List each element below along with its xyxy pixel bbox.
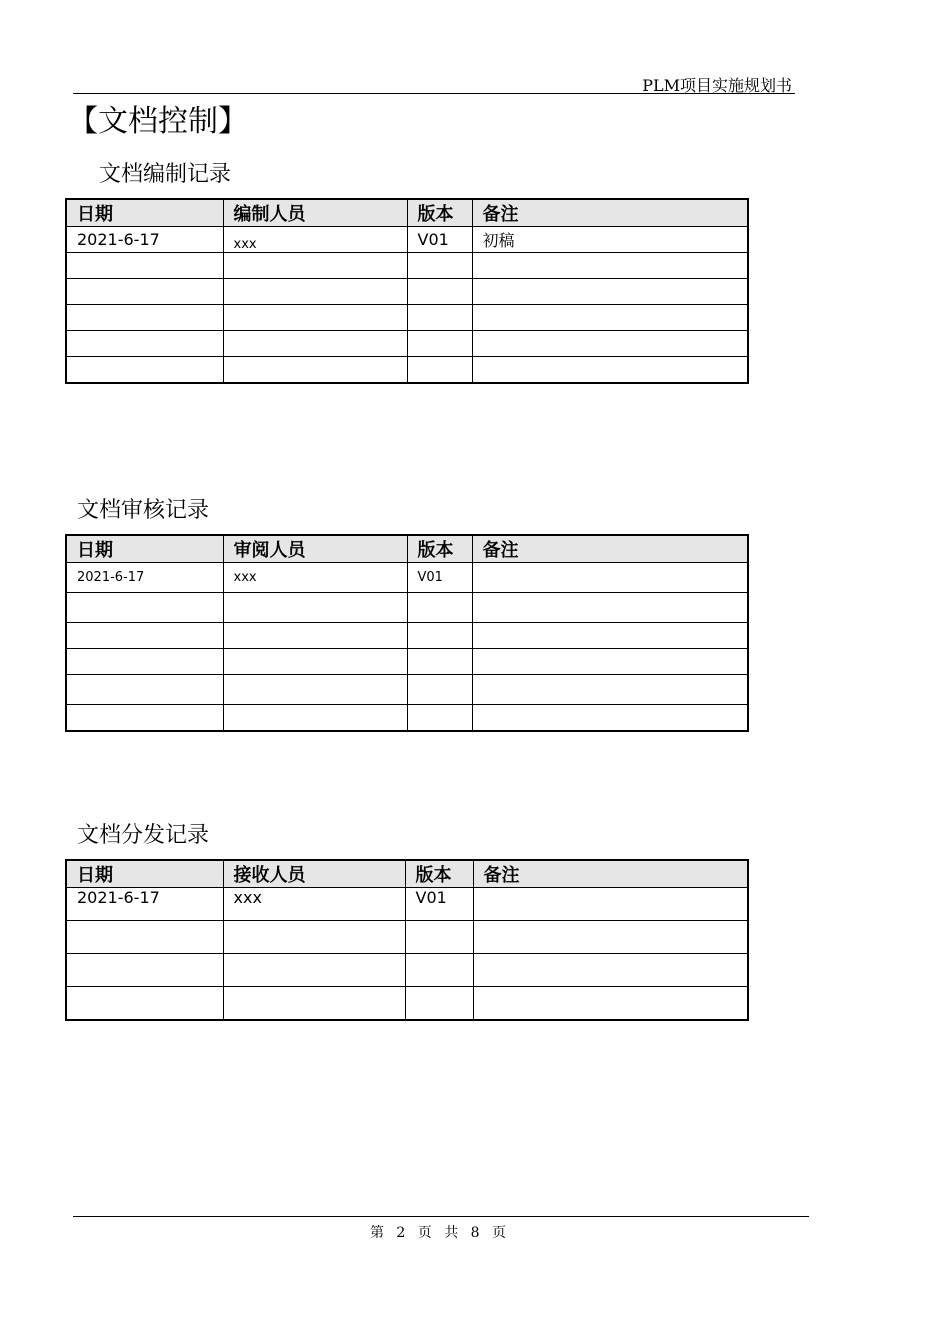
cell-person: xxx (223, 888, 405, 921)
cell-remark (472, 623, 748, 649)
col-header-date: 日期 (66, 535, 223, 563)
cell-remark (472, 675, 748, 705)
cell-date (66, 623, 223, 649)
cell-version (405, 921, 473, 954)
cell-person: xxx (223, 227, 407, 253)
cell-date (66, 593, 223, 623)
col-header-date: 日期 (66, 860, 223, 888)
cell-remark (473, 954, 748, 987)
cell-date (66, 987, 223, 1020)
review-record-table (65, 534, 749, 732)
table-row (66, 563, 748, 593)
cell-remark (472, 563, 748, 593)
table-header-row (66, 535, 748, 563)
cell-date: 2021-6-17 (66, 888, 223, 921)
cell-version (407, 305, 472, 331)
cell-version (405, 987, 473, 1020)
table-row (66, 921, 748, 954)
cell-version (407, 357, 472, 383)
cell-remark (472, 305, 748, 331)
cell-date (66, 331, 223, 357)
col-header-version: 版本 (407, 535, 472, 563)
col-header-remark: 备注 (472, 199, 748, 227)
cell-person (223, 305, 407, 331)
cell-date: 2021-6-17 (66, 227, 223, 253)
cell-person (223, 253, 407, 279)
header-rule (73, 93, 795, 94)
cell-remark (473, 921, 748, 954)
cell-date (66, 675, 223, 705)
cell-version (407, 675, 472, 705)
cell-remark: 初稿 (472, 227, 748, 253)
cell-date (66, 921, 223, 954)
cell-date (66, 253, 223, 279)
cell-person (223, 357, 407, 383)
cell-remark (472, 593, 748, 623)
cell-person: xxx (223, 563, 407, 593)
cell-date (66, 305, 223, 331)
cell-person (223, 705, 407, 731)
cell-remark (472, 357, 748, 383)
cell-remark (473, 987, 748, 1020)
cell-remark (472, 649, 748, 675)
col-header-remark: 备注 (473, 860, 748, 888)
cell-date (66, 649, 223, 675)
cell-remark (472, 253, 748, 279)
col-header-person: 接收人员 (223, 860, 405, 888)
header-title: PLM项目实施规划书 (642, 76, 792, 95)
table-row (66, 357, 748, 383)
cell-date (66, 279, 223, 305)
footer-rule (73, 1216, 809, 1217)
col-header-person: 审阅人员 (223, 535, 407, 563)
table-row (66, 954, 748, 987)
cell-remark (472, 705, 748, 731)
cell-person (223, 279, 407, 305)
table-row (66, 705, 748, 731)
distribute-record-table (65, 859, 749, 1021)
cell-person (223, 954, 405, 987)
cell-person (223, 987, 405, 1020)
table-row (66, 623, 748, 649)
cell-date (66, 357, 223, 383)
section-title-distribute: 文档分发记录 (77, 823, 210, 848)
col-header-version: 版本 (405, 860, 473, 888)
col-header-person: 编制人员 (223, 199, 407, 227)
cell-version: V01 (405, 888, 473, 921)
table-header-row (66, 199, 748, 227)
cell-person (223, 921, 405, 954)
cell-version (407, 623, 472, 649)
cell-version: V01 (407, 227, 472, 253)
table-row (66, 227, 748, 253)
cell-version (407, 253, 472, 279)
col-header-date: 日期 (66, 199, 223, 227)
table-row (66, 253, 748, 279)
cell-version: V01 (407, 563, 472, 593)
cell-version (407, 331, 472, 357)
cell-version (405, 954, 473, 987)
cell-version (407, 705, 472, 731)
cell-person (223, 331, 407, 357)
table-row (66, 305, 748, 331)
col-header-remark: 备注 (472, 535, 748, 563)
cell-version (407, 593, 472, 623)
cell-person (223, 649, 407, 675)
table-row (66, 593, 748, 623)
cell-date (66, 954, 223, 987)
page-title: 【文档控制】 (68, 104, 248, 139)
cell-date: 2021-6-17 (66, 563, 223, 593)
section-title-compile: 文档编制记录 (99, 162, 232, 187)
table-row (66, 279, 748, 305)
cell-person (223, 593, 407, 623)
cell-person (223, 623, 407, 649)
table-row (66, 987, 748, 1020)
col-header-version: 版本 (407, 199, 472, 227)
section-title-review: 文档审核记录 (77, 498, 210, 523)
cell-remark (472, 279, 748, 305)
cell-version (407, 279, 472, 305)
cell-date (66, 705, 223, 731)
cell-version (407, 649, 472, 675)
table-header-row (66, 860, 748, 888)
cell-remark (472, 331, 748, 357)
cell-person (223, 675, 407, 705)
table-row (66, 675, 748, 705)
cell-remark (473, 888, 748, 921)
table-row (66, 888, 748, 921)
compile-record-table (65, 198, 749, 384)
table-row (66, 331, 748, 357)
page-number: 第 2 页 共 8 页 (369, 1225, 511, 1241)
table-row (66, 649, 748, 675)
